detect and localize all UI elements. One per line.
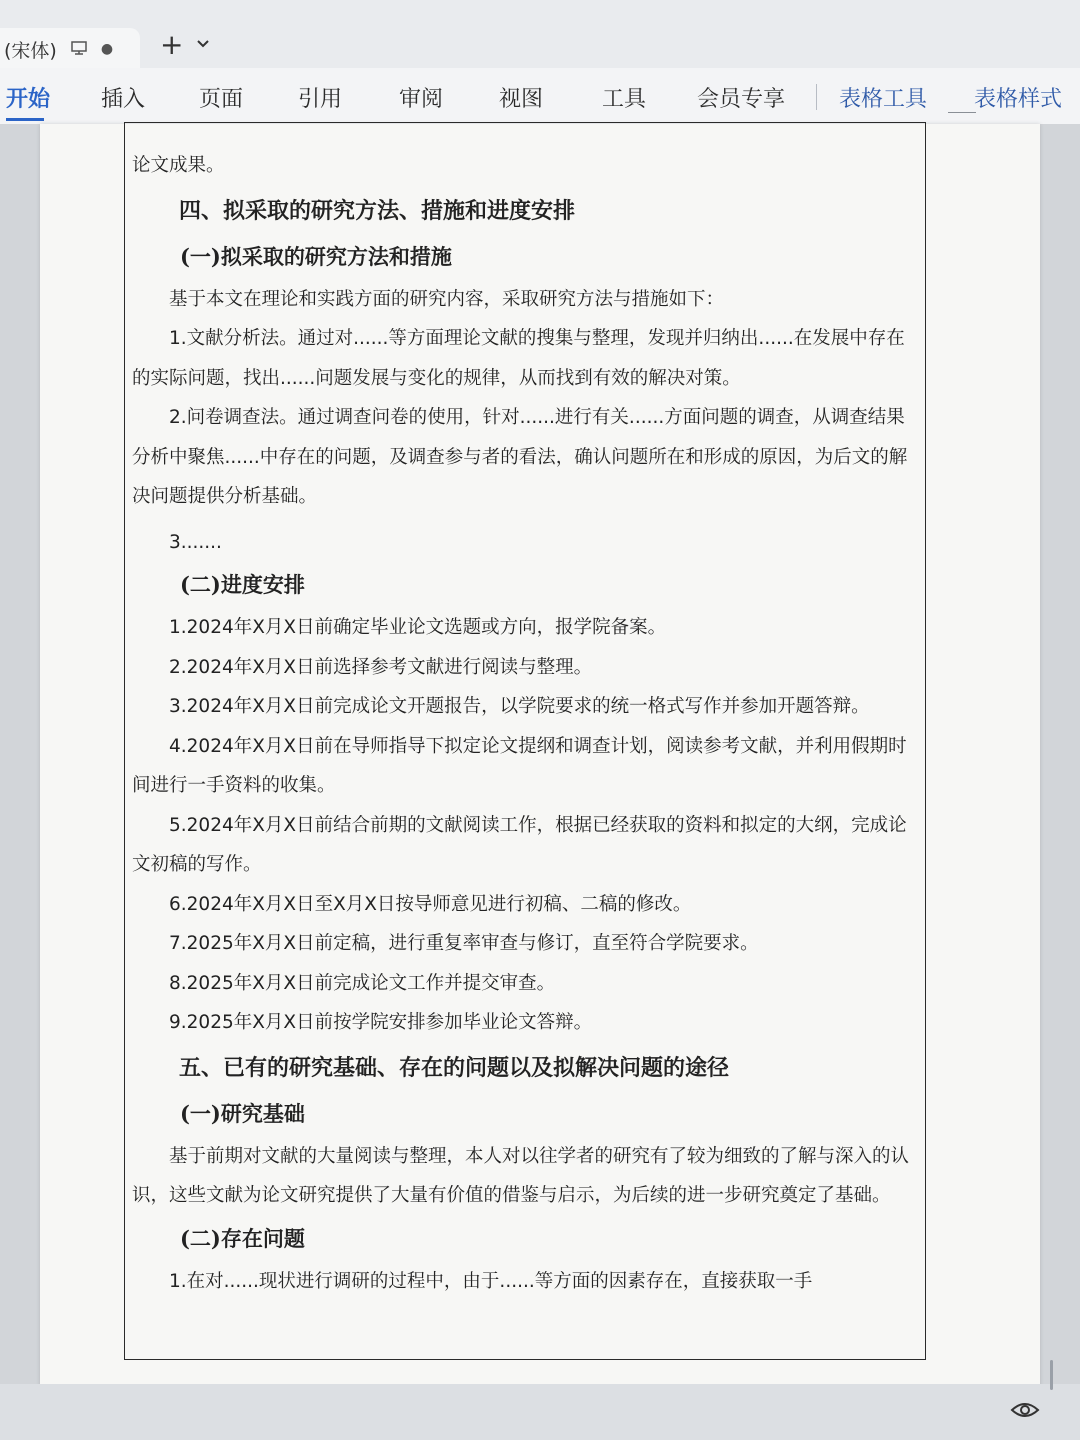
- unsaved-dot-icon[interactable]: ●: [100, 41, 114, 57]
- active-tab-indicator: [6, 118, 44, 121]
- new-tab-button[interactable]: +: [160, 28, 184, 61]
- schedule-item: 1.2024年X月X日前确定毕业论文选题或方向，报学院备案。: [169, 617, 667, 638]
- tab-insert[interactable]: 插入: [101, 87, 146, 112]
- schedule-item: 4.2024年X月X日前在导师指导下拟定论文提纲和调查计划，阅读参考文献，并利用假期时间进行一手资料的收集。: [132, 735, 907, 796]
- schedule-item: 2.2024年X月X日前选择参考文献进行阅读与整理。: [169, 656, 593, 678]
- schedule-item: 9.2025年X月X日前按学院安排参加毕业论文答辩。: [169, 1012, 593, 1033]
- problem-item: 1.在对......现状进行调研的过程中，由于......等方面的因素存在，直接获取一手: [169, 1270, 813, 1292]
- tab-table-tools[interactable]: 表格工具: [839, 87, 928, 112]
- monitor-icon[interactable]: [71, 40, 87, 59]
- method-item: 3.......: [169, 531, 222, 553]
- ribbon-tabs: [0, 68, 1080, 125]
- tab-references[interactable]: 引用: [298, 87, 343, 112]
- document-body[interactable]: [132, 146, 922, 1301]
- schedule-item: 6.2024年X月X日至X月X日按导师意见进行初稿、二稿的修改。: [169, 893, 692, 915]
- paragraph: 基于本文在理论和实践方面的研究内容，采取研究方法与措施如下：: [169, 288, 725, 310]
- ruler-marker: [948, 112, 976, 113]
- paragraph: 基于前期对文献的大量阅读与整理，本人对以往学者的研究有了较为细致的了解与深入的认识，这些文献为论文研究提供了大量有价值的借鉴与启示，为后续的进一步研究奠定了基础。: [132, 1145, 910, 1206]
- schedule-item: 8.2025年X月X日前完成论文工作并提交审查。: [169, 972, 556, 994]
- document-tab[interactable]: [0, 28, 140, 70]
- tab-review[interactable]: 审阅: [399, 87, 444, 112]
- schedule-item: 5.2024年X月X日前结合前期的文献阅读工作，根据已经获取的资料和拟定的大纲，完成论文初稿的写作。: [132, 814, 907, 875]
- subsection-heading: (一)研究基础: [180, 1100, 305, 1126]
- tab-member[interactable]: 会员专享: [697, 87, 786, 112]
- method-item: 2.问卷调查法。通过调查问卷的使用，针对......进行有关......方面问题的调查，从调查结果分析中聚焦......中存在的问题，及调查参与者的看法，确认问题所在和形成的原因，为后文的解决问题提供分析基础。: [132, 407, 908, 507]
- document-canvas[interactable]: [0, 124, 1080, 1384]
- document-page[interactable]: [40, 124, 1040, 1394]
- status-bar: [0, 1384, 1080, 1440]
- subsection-heading: (二)存在问题: [180, 1225, 305, 1251]
- scrollbar-handle[interactable]: [1050, 1360, 1053, 1390]
- ribbon-separator: [816, 84, 817, 110]
- tab-page[interactable]: 页面: [199, 87, 244, 112]
- section-heading: 四、拟采取的研究方法、措施和进度安排: [179, 197, 576, 224]
- chevron-down-icon[interactable]: [197, 34, 209, 52]
- text-line: 论文成果。: [132, 155, 225, 176]
- reading-mode-eye-icon[interactable]: [1010, 1400, 1040, 1420]
- subsection-heading: (一)拟采取的研究方法和措施: [180, 243, 452, 269]
- tab-home[interactable]: 开始: [6, 87, 51, 112]
- subsection-heading: (二)进度安排: [180, 572, 305, 597]
- title-bar: [0, 0, 1080, 70]
- method-item: 1.文献分析法。通过对......等方面理论文献的搜集与整理，发现并归纳出......在发展中存在的实际问题，找出......问题发展与变化的规律，从而找到有效的解决对策。: [132, 328, 905, 389]
- schedule-item: 3.2024年X月X日前完成论文开题报告，以学院要求的统一格式写作并参加开题答辩。: [169, 696, 870, 717]
- schedule-item: 7.2025年X月X日前定稿，进行重复率审查与修订，直至符合学院要求。: [169, 933, 759, 954]
- tab-tools[interactable]: 工具: [602, 87, 647, 112]
- tab-view[interactable]: 视图: [499, 87, 544, 112]
- section-heading: 五、已有的研究基础、存在的问题以及拟解决问题的途径: [179, 1054, 730, 1081]
- tab-table-style[interactable]: 表格样式: [974, 87, 1063, 112]
- document-tab-title: (宋体): [4, 39, 57, 62]
